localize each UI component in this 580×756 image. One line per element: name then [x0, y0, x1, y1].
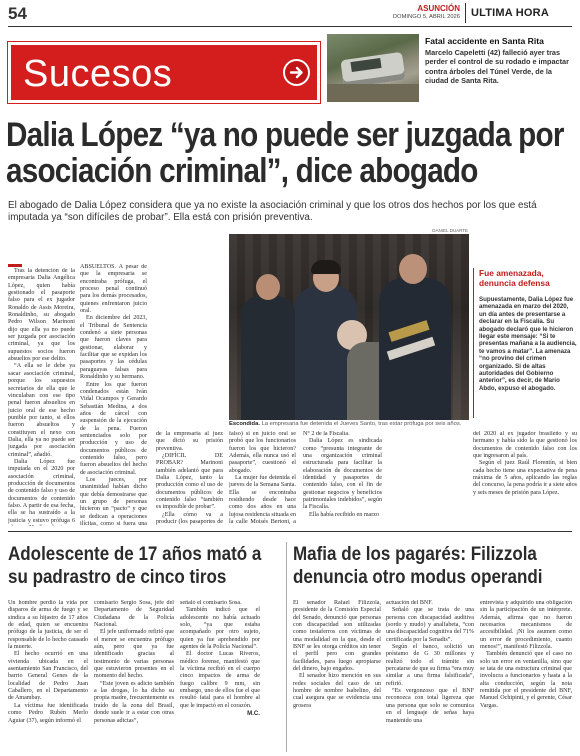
section-banner — [8, 42, 320, 103]
paragraph: Un hombre perdió la vida por disparos de arma de fuego y se sindica a su hijastro de 17 años de edad, quien se encuentra prófugo de la justicia, de ser el responsable de lo hecho causado la muerte. — [8, 600, 88, 651]
paragraph: Señaló que se trata de una persona con discapacidad auditiva (sordo y mudo) y analfabeta, “con una discapacidad cognitiva del 71% certificada por la Senadis”. — [386, 607, 474, 643]
paragraph: falso) si en juicio oral se probó que los funcionarios fueron los que hicieron? Además, ella nunca usó el pasaporte”, cuestionó el abogado. — [229, 431, 296, 474]
paragraph: Ella había recibido en marzo — [309, 511, 380, 518]
paragraph: La víctima fue identificada como Pedro Rubén Merlo Aguiar (37), según informó el — [8, 702, 88, 724]
paragraph: Dalia López fue imputada en el 2020 por asociación criminal, producción de documentos de contenido falso y uso de documentos de contenido falso. A partir de esa fecha, ella se ha sustraído a la justicia y estuvo prófuga 6 — [8, 458, 75, 524]
story2-credit: M.C. — [247, 710, 260, 718]
paragraph: El jefe uniformado refirió que el menor se encuentra prófugo aún, pero que ya fue identificado gracias al testimonio de varias personas que estuvieron presentes en el momento del hecho. — [94, 629, 174, 680]
main-deck: El abogado de Dalia López considera que ya no existe la asociación criminal y que los otros dos hechos por los que está imputada ya “son difíciles de probar”. Ella está con prisión preventiva. — [8, 200, 537, 224]
paragraph: ¿DIFÍCIL DE PROBAR? Marinoni también adelantó que para Dalia López, tanto la producción como el uso de documentos públicos de contenido falso “también es imposible de probar”. — [156, 453, 223, 511]
story3-col-2 — [386, 600, 474, 752]
paragraph: del 2020 al ex jugador brasileño y su hermano y había sido la que gestionó los documentos de contenido falso con los que ingresaron al país. — [473, 431, 577, 460]
story2-headline[interactable]: Adolescente de 17 años mató a su padrastro de cinco tiros — [8, 543, 262, 588]
main-col-4 — [229, 431, 296, 526]
paragraph: comisario Sergio Sosa, jefe del Departamento de Seguridad Ciudadana de la Policía Nacional. — [94, 600, 174, 629]
paragraph: También denunció que el caso no solo un error en ventanilla, sino que se tata de una estructura criminal que involucra a funcionarios y hasta a la alta conducción, según la nota remitida por el presidente del BNF, Manuel Ochipinti, y el gerente, César Vargas. — [480, 651, 572, 709]
main-col-5 — [303, 431, 382, 526]
caption-label: Escondida. — [229, 421, 260, 427]
arrow-right-icon[interactable] — [283, 59, 310, 86]
paragraph: El senador hizo mención en sus redes sociales del caso de un hombre de nombre Isabelino, del cual asegura que se evidencia una grosera — [293, 673, 381, 709]
paragraph: Según el juez Raúl Florentín, si bien cada hecho tiene una expectativa de pena máxima de 5 años, aplicando las reglas del concurso, la pena podría ir a siete años y seis meses de prisión para López. — [473, 460, 577, 496]
story2-col-2 — [94, 600, 174, 752]
paragraph: ABSUELTOS. A pesar de que la empresaria se encontraba prófuga, el proceso penal continuó para los demás procesados, quienes enfrentaron juicio oral. — [80, 264, 147, 315]
teaser-body: Marcelo Capeletti (42) falleció ayer tras perder el control de su rodado e impactar contra árboles del Túnel Verde, de la ciudad de Santa Rita. — [425, 48, 569, 86]
header-date: DOMINGO 5, ABRIL 2026 — [392, 14, 460, 20]
paragraph: entrevista y adquirido una obligación sin la participación de un intérprete. Además, afirma que no fueron necesarios mecanismos de accesibilidad. ¡Ni los asumen como un error de procedimiento, cuanto menos!”, manifestó Filizzola. — [480, 600, 572, 651]
paragraph: N° 2 de la Fiscalía. — [303, 431, 350, 437]
section-name: ULTIMA HORA — [471, 7, 549, 19]
column-divider — [286, 542, 287, 752]
main-photo — [229, 234, 469, 420]
teaser-title[interactable]: Fatal accidente en Santa Rita — [425, 36, 544, 46]
paragraph: También indicó que el adolescente no había actuado solo, “ya que estaba acompañado por otro sujeto, quien ya fue aprehendido por agentes de la Policía Nacional”. — [180, 607, 260, 651]
main-col-6 — [473, 431, 577, 526]
teaser-photo — [327, 34, 419, 102]
story3-col-3 — [480, 600, 572, 752]
paragraph: Los jueces, por unanimidad habían dicho que debía demostrarse que un grupo de personas hicieron un “pacto” y que se dedican a operaciones ilícitas, como si fuera una — [80, 476, 147, 526]
main-headline[interactable]: Dalia López “ya no puede ser juzgada por asociación criminal”, dice abogado — [6, 116, 564, 190]
paragraph: En diciembre del 2023, el Tribunal de Sentencia condenó a siete personas que fueron claves para gestionar, elaborar y facilitar que se expidan los pasaportes y las cédulas paraguayas falsas para Ronaldinho y su hermano. — [80, 315, 147, 381]
paragraph: actuación del BNF. — [386, 600, 433, 606]
story2-col-3 — [180, 600, 260, 752]
paragraph: Dalia López es sindicada como “presunta integrante de una organización criminal estructurada para facilitar la elaboración de documentos de identidad y pasaportes de contenido falso, con el fin de gestionar negocios y beneficios patrimoniales indebidos”, según la Fiscalía. — [303, 438, 382, 511]
paragraph: “Es vergonzoso que el BNF reconozca con total ligereza que una persona que solo se comunica en el lenguaje de señas haya mantenido una — [386, 688, 474, 724]
main-col-2 — [80, 264, 147, 526]
sidebar-box — [473, 268, 577, 418]
byline-marker-icon — [8, 264, 22, 267]
page-number: 54 — [8, 4, 27, 23]
sidebar-title: Fue amenazada, denuncia defensa — [479, 268, 550, 288]
header-city: ASUNCIÓN — [417, 4, 460, 13]
paragraph: El hecho ocurrió en una vivienda ubicada en el asentamiento San Francisco, del barrio General Genes de la localidad de Pedro Juan Caballero, en el Departamento de Amambay. — [8, 651, 88, 702]
paragraph: de la empresaria al juez que dictó su prisión preventiva. — [156, 431, 223, 452]
paragraph: Según el banco, solicitó un préstamo de G 30 millones y realizó todo el trámite sin percatarse de que su firma “era muy similar a una firma falsificada”, refirió. — [386, 644, 474, 687]
paragraph: señaló el comisario Sosa. — [180, 600, 242, 606]
paragraph: Tras la detención de la empresaria Dalia Angélica López, quien había gestionado el pasaporte falso para el ex jugador Ronaldo de Assis Moreira, Ronaldinho, su abogado Pedro Wilson Marinoni dijo que ella ya no puede ser juzgada por asociación criminal, ya que los supuestos socios fueron absueltos por ese delito. — [8, 268, 75, 363]
header-rule — [8, 26, 572, 27]
banner-label: Sucesos — [23, 53, 173, 95]
photo-caption — [229, 421, 469, 428]
paragraph: ¿Ella cómo va a producir (los pasaportes de — [156, 511, 223, 526]
paragraph: El senador Rafael Filizzola, presidente de la Comisión Especial del Senado, denunció que personas con discapacidad son utilizadas como testaferros con víctimas de una modalidad en la que, desde el BNF se les otorga créditos sin tener el perfil pero con grandes facilidades, para luego apropiarse del dinero, bajo engaños. — [293, 600, 381, 673]
main-col-3-lower — [156, 431, 223, 526]
story3-col-1 — [293, 600, 381, 752]
header-divider — [465, 3, 466, 23]
paragraph: El doctor Lucas Riveros, médico forense, manifestó que la víctima recibió en el cuerpo cinco impactos de arma de fuego calibre 9 mm, sin embargo, uno de ellos fue el que resultó fatal para el hombre al que le impactó en el corazón. — [180, 651, 260, 709]
paragraph: “A ella se le debe ya sacar asociación criminal, porque los supuestos secretarios de ella que le vinculaban con ese tipo penal fueron absueltos en juicio oral de ese hecho punible por tanto, si ellos fueron absueltos y constituyen el nexo con Dalia, ella ya no puede ser juzgada por asociación criminal”, añadió. — [8, 363, 75, 458]
story3-headline[interactable]: Mafia de los pagarés: Filizzola denuncia otro modus operandi — [293, 543, 543, 588]
sidebar-body: Supuestamente, Dalia López fue amenazada en marzo del 2020, un día antes de presentarse a declarar en la Fiscalía. Su abogado declaró que le hicieron llegar este mensaje: “Si te presentas mañana a la audiencia, te vamos a matar”. La amenaza “no provino del crimen organizado. Si de altas autoridades del Gobierno anterior”, es decir, de Mario Abdo, expuso el abogado. — [479, 296, 577, 392]
photo-credit: DANIEL DUARTE — [432, 228, 468, 233]
paragraph: La mujer fue detenida el jueves de la Semana Santa. Ella se encontraba residiendo desde hace como dos años en una lujosa residencia situada en la calle Moisés Bertoni, a — [229, 475, 296, 526]
paragraph: Entre los que fueron condenados están Iván Vidal Ocampos y Gerardo Sebastián Medina, a dos años de cárcel con suspensión de la ejecución de la pena. Fueron sentenciados solo por producción y uso de documentos públicos de contenido falso, pero fueron absueltos del hecho de asociación criminal. — [80, 381, 147, 476]
main-col-1 — [8, 268, 75, 526]
story2-col-1 — [8, 600, 88, 752]
paragraph: “Este joven es adicto también a las drogas, lo ha dicho su propia madre, frecuentemente es traído de la zona del Brasil, donde suele ir a estar con otras personas adictas”, — [94, 680, 174, 724]
caption-text: La empresaria fue detenida el Jueves Santo, tras estar prófuga por seis años. — [261, 421, 462, 427]
section-divider — [8, 531, 572, 532]
